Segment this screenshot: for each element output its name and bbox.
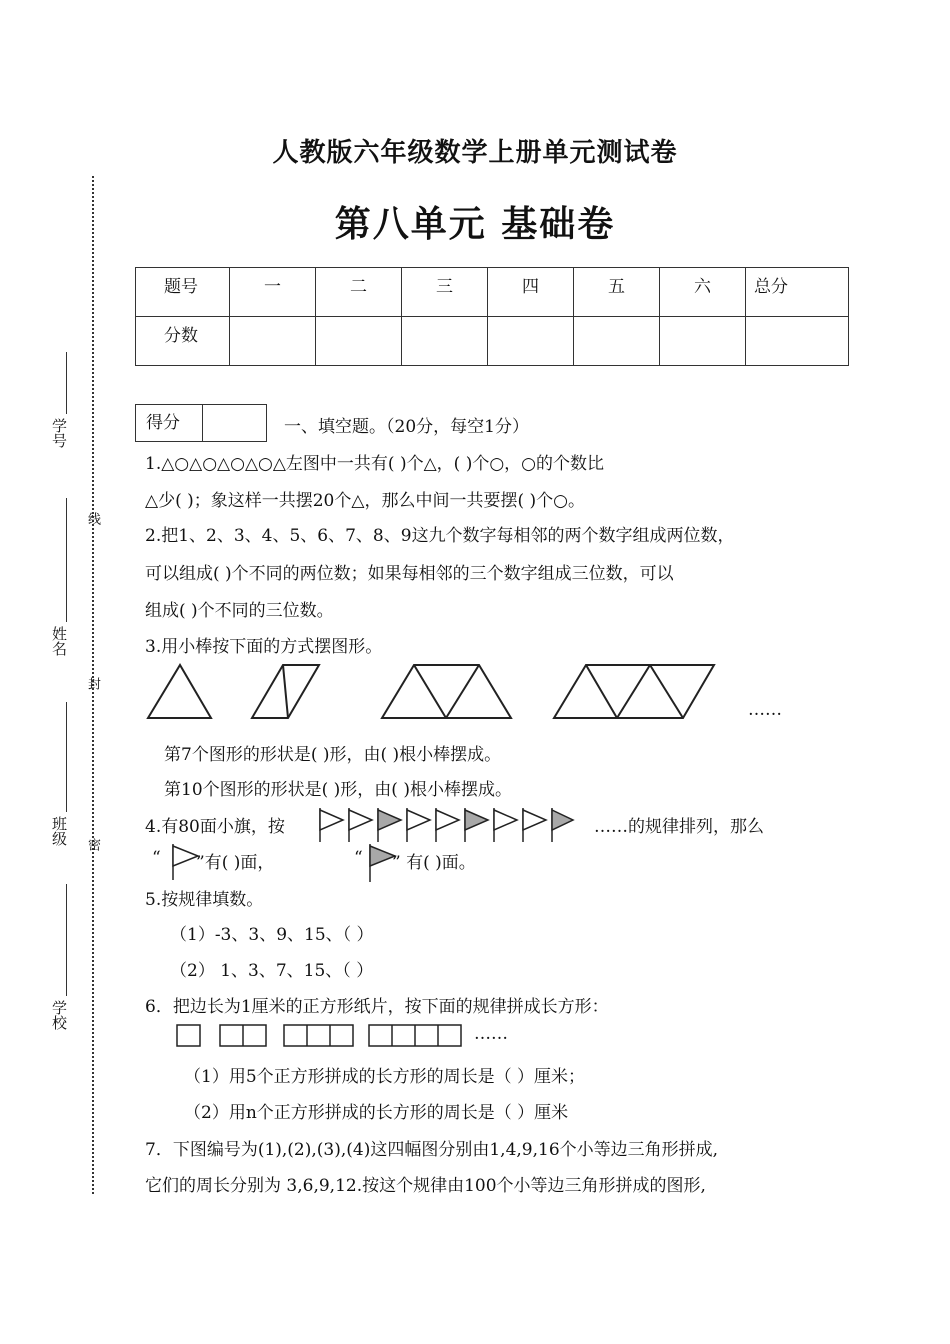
seal-char-seal: 封 — [85, 677, 100, 690]
unit-subtitle: 第八单元 基础卷 — [334, 204, 616, 245]
question-5-part-2: （2） 1、3、7、15、（ ） — [170, 961, 374, 981]
flag-gray — [465, 808, 488, 842]
table-row — [136, 268, 849, 317]
question-3-line-2: 第7个图形的形状是( )形，由( )根小棒摆成。 — [164, 745, 502, 765]
flag-white — [436, 808, 459, 842]
student-id-label: 学号 — [50, 418, 68, 448]
question-6-part-1: （1）用5个正方形拼成的长方形的周长是（ ）厘米； — [184, 1067, 586, 1087]
seal-char-secret: 密 — [85, 838, 100, 851]
flag-white — [494, 808, 517, 842]
strip-4 — [369, 1025, 461, 1046]
question-3-line-3: 第10个图形的形状是( )形，由( )根小棒摆成。 — [164, 780, 512, 800]
score-cell[interactable] — [402, 317, 488, 366]
score-table — [135, 267, 849, 366]
question-3-line-1: 3.用小棒按下面的方式摆图形。 — [145, 637, 383, 657]
flag-gray — [552, 808, 573, 842]
question-4-quote-open-1: “ — [152, 848, 161, 868]
table-header-cell: 一 — [230, 268, 316, 317]
question-6-title: 6．把边长为1厘米的正方形纸片，按下面的规律拼成长方形： — [145, 997, 609, 1017]
triangle-figure-3 — [382, 665, 511, 718]
strip-1 — [177, 1025, 200, 1046]
flag-white — [349, 808, 372, 842]
section-heading: 一、填空题。（20分，每空1分） — [284, 417, 529, 437]
section-score-box — [135, 404, 267, 442]
name-label: 姓名 — [50, 626, 68, 656]
question-7-line-1: 7．下图编号为(1),(2),(3),(4)这四幅图分别由1,4,9,16个小等边三角形拼成, — [145, 1140, 719, 1160]
question-5-title: 5.按规律填数。 — [145, 890, 264, 910]
question-5-part-1: （1）-3、3、9、15、（ ） — [170, 925, 374, 945]
question-1-line-2: △少( )；象这样一共摆20个△，那么中间一共要摆( )个○。 — [145, 491, 585, 511]
table-header-cell: 四 — [488, 268, 574, 317]
score-cell[interactable] — [316, 317, 402, 366]
question-7-line-2: 它们的周长分别为 3,6,9,12.按这个规律由100个小等边三角形拼成的图形, — [145, 1176, 706, 1196]
table-header-cell: 五 — [574, 268, 660, 317]
table-header-cell: 题号 — [136, 268, 230, 317]
table-header-cell: 六 — [660, 268, 746, 317]
strip-2 — [220, 1025, 266, 1046]
question-4-suffix: ……的规律排列，那么 — [594, 817, 764, 837]
flag-gray — [378, 808, 401, 842]
question-3-ellipsis: …… — [748, 700, 782, 720]
seal-char-line: 线 — [85, 512, 100, 525]
table-header-cell: 总分 — [746, 268, 849, 317]
score-cell[interactable] — [488, 317, 574, 366]
question-4-count-2: ” 有( )面。 — [392, 853, 476, 873]
table-header-cell: 二 — [316, 268, 402, 317]
strip-3 — [284, 1025, 353, 1046]
table-row-label: 分数 — [136, 317, 230, 366]
school-label: 学校 — [50, 1000, 68, 1030]
table-header-cell: 三 — [402, 268, 488, 317]
triangle-figure-2 — [252, 665, 319, 718]
score-cell[interactable] — [230, 317, 316, 366]
score-box-label: 得分 — [146, 413, 180, 433]
name-line — [66, 498, 67, 622]
question-4-count-1: ”有( )面， — [196, 853, 275, 873]
triangle-figure-1 — [148, 665, 211, 718]
table-row — [136, 317, 849, 366]
question-2-line-2: 可以组成( )个不同的两位数；如果每相邻的三个数字组成三位数，可以 — [145, 564, 674, 584]
page-title: 人教版六年级数学上册单元测试卷 — [272, 138, 678, 168]
question-2-line-1: 2.把1、2、3、4、5、6、7、8、9这九个数字每相邻的两个数字组成两位数， — [145, 526, 735, 546]
stick-triangles-figure — [0, 660, 950, 730]
score-cell[interactable] — [746, 317, 849, 366]
class-label: 班级 — [50, 816, 68, 846]
flag-white — [523, 808, 546, 842]
square-strips-figure — [176, 1024, 496, 1050]
flag-white — [407, 808, 430, 842]
question-4-quote-open-2: “ — [354, 848, 363, 868]
score-cell[interactable] — [660, 317, 746, 366]
score-box-divider — [202, 405, 203, 441]
school-line — [66, 884, 67, 996]
score-cell[interactable] — [574, 317, 660, 366]
flag-sequence — [315, 806, 575, 846]
question-4-prefix: 4.有80面小旗，按 — [145, 817, 285, 837]
question-2-line-3: 组成( )个不同的三位数。 — [145, 601, 334, 621]
student-id-line — [66, 352, 67, 414]
triangle-figure-4 — [554, 665, 714, 718]
question-6-part-2: （2）用n个正方形拼成的长方形的周长是（ ）厘米 — [184, 1103, 569, 1123]
flag-white — [320, 808, 343, 842]
question-1-line-1: 1.△○△○△○△○△左图中一共有( )个△，( )个○，○的个数比 — [145, 454, 604, 474]
question-6-ellipsis: …… — [474, 1024, 508, 1044]
